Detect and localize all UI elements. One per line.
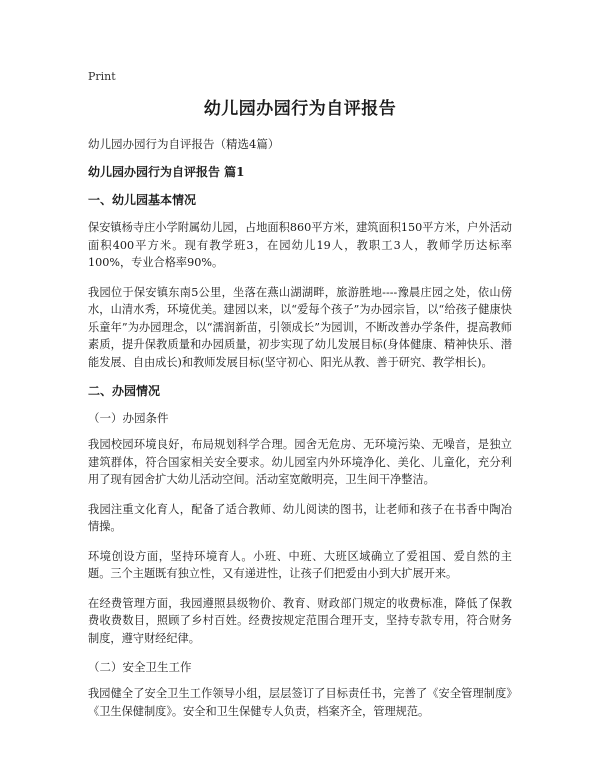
print-link[interactable]: Print xyxy=(88,70,116,83)
paragraph-conditions-3: 环境创设方面，坚持环境育人。小班、中班、大班区域确立了爱祖国、爱自然的主题。三个主题既有独立性，又有递进性，让孩子们把爱由小到大扩展开来。 xyxy=(88,549,512,580)
paragraph-conditions-1: 我园校园环境良好，布局规划科学合理。园舍无危房、无环境污染、无噪音，是独立建筑群体，符合国家相关安全要求。幼儿园室内外环境净化、美化、儿童化，充分利用了现有园舍扩大幼儿活动空间。活动室宽敞明亮，卫生间干净整洁。 xyxy=(88,438,512,486)
document-title: 幼儿园办园行为自评报告 xyxy=(203,99,397,119)
article-title: 幼儿园办园行为自评报告 篇1 xyxy=(88,165,245,179)
paragraph-basic-1: 保安镇杨寺庄小学附属幼儿园，占地面积860平方米，建筑面积150平方米，户外活动面积400平方米。现有教学班3，在园幼儿19人，教职工3人，教师学历达标率100%，专业合格率90%。 xyxy=(88,221,512,269)
section-heading-basic: 一、幼儿园基本情况 xyxy=(88,193,197,207)
paragraph-conditions-2: 我园注重文化育人，配备了适合教师、幼儿阅读的图书，让老师和孩子在书香中陶冶情操。 xyxy=(88,502,512,533)
document-subtitle: 幼儿园办园行为自评报告（精选4篇） xyxy=(88,137,280,151)
paragraph-basic-2: 我园位于保安镇东南5公里，坐落在燕山湖湖畔，旅游胜地----豫晨庄园之处，依山傍水，山清水秀，环境优美。建园以来，以“爱每个孩子”为办园宗旨，以“给孩子健康快乐童年”为办园理念，以“濡润新苗，引领成长”为园训，不断改善办学条件，提高教师素质，提升保教质量和办园质量，初步实现了幼儿发展目标(身体健康、精神快乐、潜能发展、自由成长)和教师发展目标(坚守初心、阳光从教、善于研究、教学相长)。 xyxy=(88,285,512,369)
subheading-conditions: （一）办园条件 xyxy=(88,411,169,425)
paragraph-conditions-4: 在经费管理方面，我园遵照县级物价、教育、财政部门规定的收费标准，降低了保教费收费数目，照顾了乡村百姓。经费按规定范围合理开支，坚持专款专用，符合财务制度，遵守财经纪律。 xyxy=(88,596,512,645)
paragraph-safety-1: 我园健全了安全卫生工作领导小组，层层签订了目标责任书，完善了《安全管理制度》《卫生保健制度》。安全和卫生保健专人负责，档案齐全，管理规范。 xyxy=(88,687,512,718)
subheading-safety: （二）安全卫生工作 xyxy=(88,660,192,674)
section-heading-running: 二、办园情况 xyxy=(88,384,161,398)
